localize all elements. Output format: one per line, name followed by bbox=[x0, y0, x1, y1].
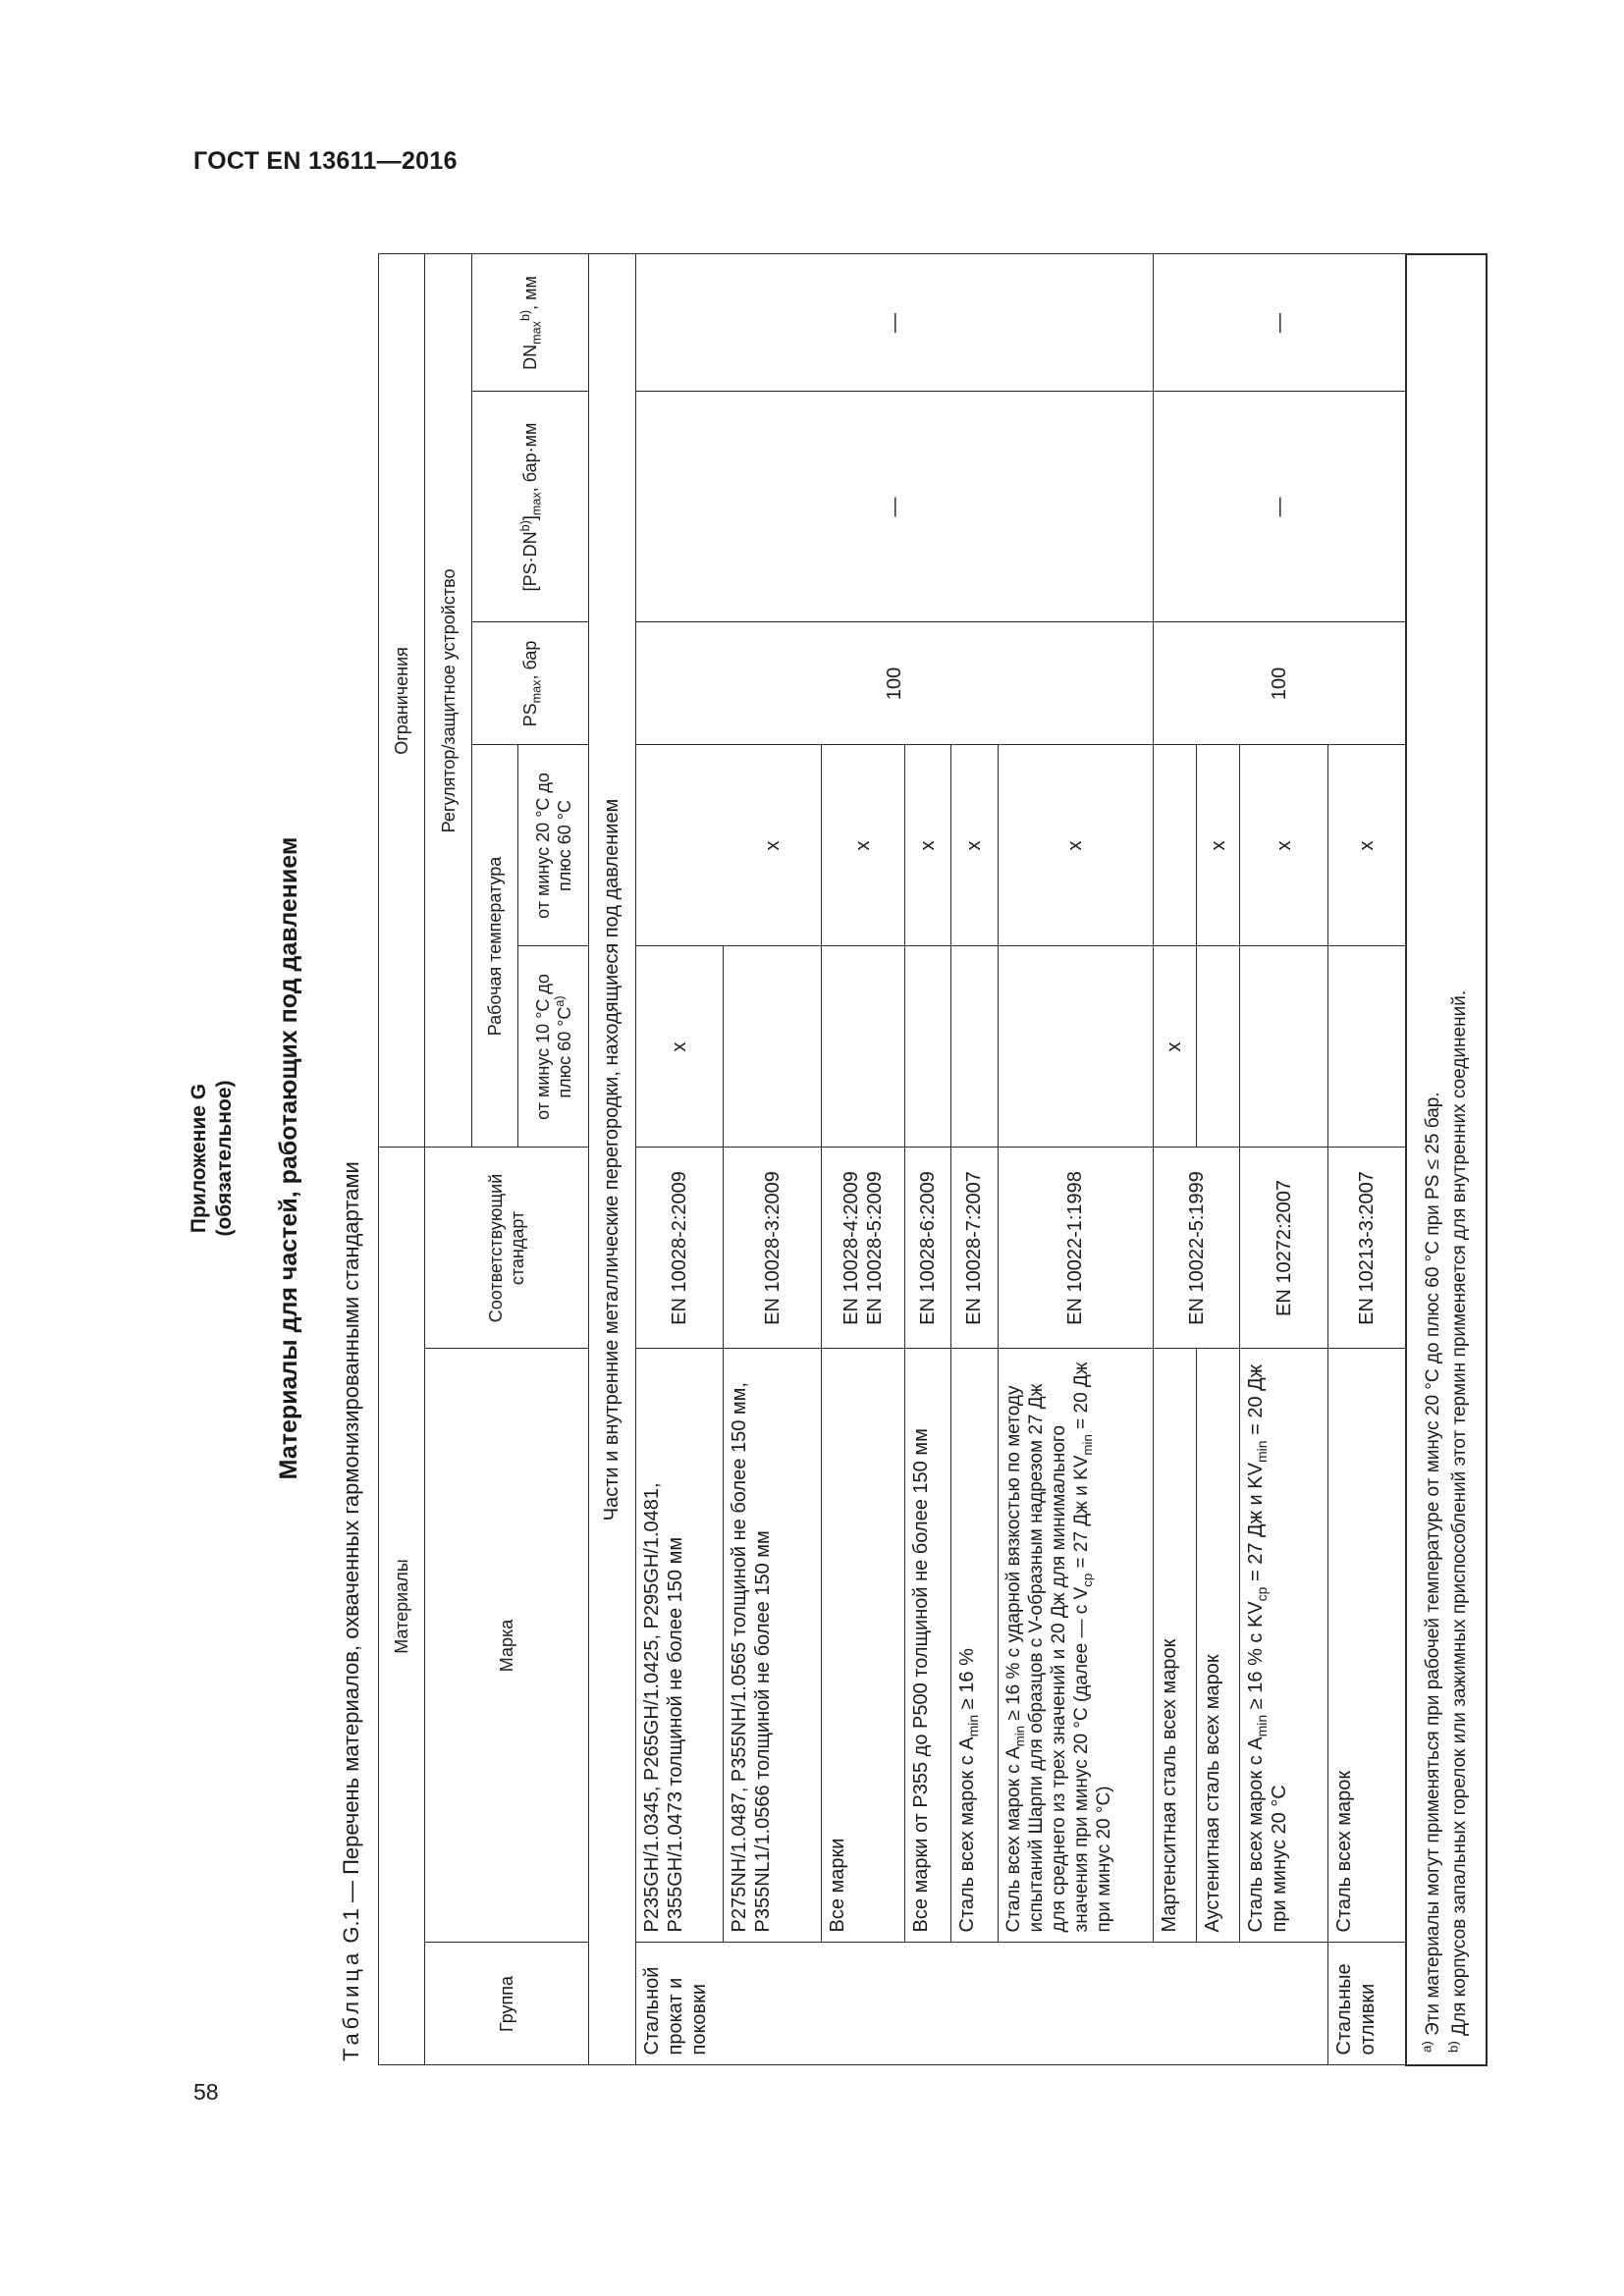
header-row-1 bbox=[379, 254, 425, 2065]
appendix-subtitle: (обязательное) bbox=[213, 1080, 236, 1237]
standard-cell: EN 10213-3:2007 bbox=[1328, 1148, 1406, 1349]
dn-max-value-2: — bbox=[1153, 254, 1405, 392]
temp1-mark bbox=[822, 946, 904, 1148]
appendix-title: Приложение G bbox=[188, 1083, 210, 1234]
standard-cell: EN 10022-5:1999 bbox=[1153, 1148, 1240, 1349]
materials-table bbox=[378, 253, 1488, 2066]
header-row-2 bbox=[425, 254, 471, 2065]
grade-cell: Сталь всех марок bbox=[1328, 1349, 1406, 1943]
temp1-mark bbox=[724, 946, 822, 1148]
footnote-b: $^{b)}$ Для корпусов запальных горелок или зажимных приспособлений этот термин применяется для внутренних соединений. bbox=[1445, 989, 1470, 2053]
grade-cell: Мартенситная сталь всех марок bbox=[1153, 1349, 1196, 1943]
temp2-mark: x bbox=[951, 745, 998, 946]
group-castings: Стальные отливки bbox=[1328, 1943, 1406, 2065]
table-row bbox=[1153, 254, 1196, 2065]
grade-cell: Все марки от P355 до P500 толщиной не более 150 мм bbox=[904, 1349, 950, 1943]
header-temp-range-2: от минус 20 °С до плюс 60 °С bbox=[518, 745, 589, 946]
temp1-mark bbox=[998, 946, 1153, 1148]
header-materials: Материалы bbox=[379, 1148, 425, 2065]
header-grade: Марка bbox=[425, 1349, 589, 1943]
section-title: Части и внутренние металлические перегородки, находящиеся под давлением bbox=[589, 254, 635, 2065]
footnote-a: $^{a)}$ Эти материалы могут применяться при рабочей температуре от минус 20 °С до плюс 60 °С при PS ≤ 25 бар. bbox=[1419, 1092, 1443, 2053]
grade-cell: Сталь всех марок с $A_{min} \ge 16$ % bbox=[951, 1349, 998, 1943]
appendix-heading bbox=[187, 216, 238, 2101]
header-limits: Ограничения bbox=[379, 254, 425, 1148]
temp2-mark: x bbox=[1328, 745, 1406, 946]
standard-cell: EN 10028-7:2007 bbox=[951, 1148, 998, 1349]
header-standard: Соответствующий стандарт bbox=[425, 1148, 589, 1349]
table-caption-text: G.1 — Перечень материалов, охваченных гармонизированными стандартами bbox=[339, 1161, 363, 1944]
temp1-mark bbox=[1328, 946, 1406, 1148]
grade-cell: Сталь всех марок с $A_{min} \ge 16$ % с ударной вязкостью по методу испытаний Шарпи для образцов с V-образным надрезом 27 Дж для среднего из трех значений и 20 Дж для минимального значения при минус 20 °С (далее — с $V_{ср} = 27$ Дж и $KV_{min} = 20$ Дж при минус 20 °С) bbox=[998, 1349, 1153, 1943]
header-dn-max: $DN_{max}^{b)}$, мм bbox=[471, 254, 588, 392]
ps-max-value-1: 100 bbox=[635, 622, 1153, 745]
standard-cell: EN 10028-3:2009 bbox=[724, 1148, 822, 1349]
temp1-mark bbox=[951, 946, 998, 1148]
grade-cell: P275NH/1.0487, P355NH/1.0565 толщиной не более 150 мм, P355NL1/1.0566 толщиной не более 150 мм bbox=[724, 1349, 822, 1943]
document-code: ГОСТ EN 13611—2016 bbox=[193, 147, 458, 175]
temp1-mark: x bbox=[635, 946, 724, 1148]
header-work-temp: Рабочая температура bbox=[471, 745, 517, 1148]
header-regulator: Регулятор/защитное устройство bbox=[425, 254, 471, 1148]
ps-max-value-2: 100 bbox=[1153, 622, 1405, 745]
temp1-mark bbox=[1197, 946, 1240, 1148]
standard-cell: EN 10028-2:2009 bbox=[635, 1148, 724, 1349]
temp2-mark: x bbox=[998, 745, 1153, 946]
temp2-mark: x bbox=[724, 745, 822, 946]
grade-cell: P235GH/1.0345, P265GH/1.0425, P295GH/1.0481, P355GH/1.0473 толщиной не более 150 мм bbox=[635, 1349, 724, 1943]
temp2-mark: x bbox=[1240, 745, 1328, 946]
temp2-mark bbox=[635, 745, 724, 946]
page-number: 58 bbox=[193, 2079, 219, 2105]
group-rolled: Стальной прокат и поковки bbox=[635, 1943, 1327, 2065]
temp1-mark: x bbox=[1153, 946, 1196, 1148]
header-group: Группа bbox=[425, 1943, 589, 2065]
document-title: Материалы для частей, работающих под давлением bbox=[275, 836, 302, 1480]
psdn-max-value-2: — bbox=[1153, 392, 1405, 622]
temp2-mark: x bbox=[1197, 745, 1240, 946]
grade-cell: Аустенитная сталь всех марок bbox=[1197, 1349, 1240, 1943]
section-row bbox=[589, 254, 635, 2065]
footnote-row bbox=[1406, 254, 1487, 2065]
grade-cell: Сталь всех марок с $A_{min} \ge 16$ % с $KV_{ср} = 27$ Дж и $KV_{min} = 20$ Дж при минус 20 °С bbox=[1240, 1349, 1328, 1943]
temp2-mark: x bbox=[822, 745, 904, 946]
footnotes bbox=[1406, 254, 1487, 2065]
standard-cell: EN 10272:2007 bbox=[1240, 1148, 1328, 1349]
temp2-mark: x bbox=[904, 745, 950, 946]
standard-cell: EN 10022-1:1998 bbox=[998, 1148, 1153, 1349]
table-label: Таблица bbox=[339, 1949, 363, 2061]
psdn-max-value-1: — bbox=[635, 392, 1153, 622]
header-psdn-max: $[PS\cdot DN^{b)}]_{max}$, бар·мм bbox=[471, 392, 588, 622]
header-temp-range-1: от минус 10 °С до плюс 60 $^\circ С^{a)}$ bbox=[518, 946, 589, 1148]
dn-max-value-1: — bbox=[635, 254, 1153, 392]
rotated-content bbox=[167, 216, 1502, 2101]
standard-cell: EN 10028-6:2009 bbox=[904, 1148, 950, 1349]
temp1-mark bbox=[1240, 946, 1328, 1148]
header-ps-max: $PS_{max}$, бар bbox=[471, 622, 588, 745]
table-row bbox=[635, 254, 724, 2065]
table-caption bbox=[339, 1161, 364, 2061]
standard-cell: EN 10028-4:2009 EN 10028-5:2009 bbox=[822, 1148, 904, 1349]
grade-cell: Все марки bbox=[822, 1349, 904, 1943]
temp2-mark bbox=[1153, 745, 1196, 946]
temp1-mark bbox=[904, 946, 950, 1148]
